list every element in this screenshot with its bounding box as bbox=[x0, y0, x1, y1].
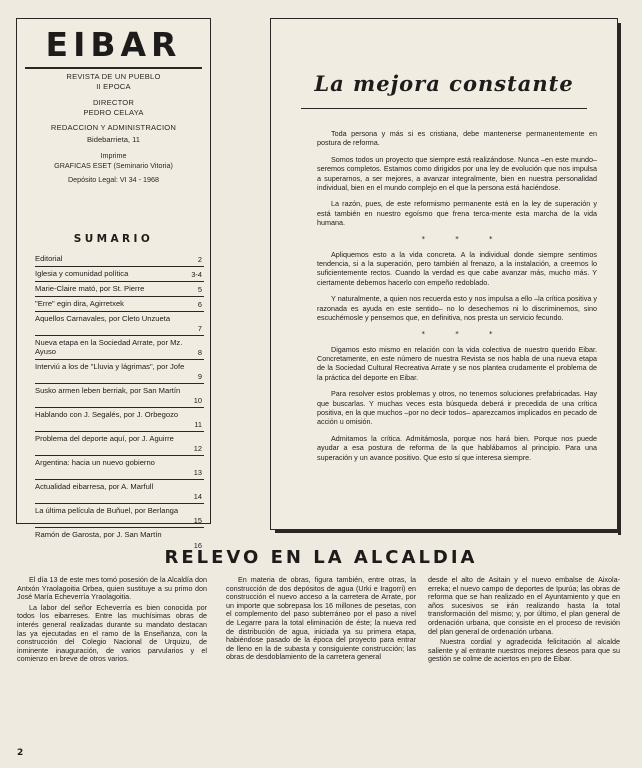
editorial-title: La mejora constante bbox=[314, 71, 574, 96]
toc-item-text: Aquellos Carnavales, por Cleto Unzueta bbox=[35, 314, 171, 323]
toc-item-page: 13 bbox=[193, 467, 202, 477]
toc-item-text: Actualidad eibarresa, por A. Marfull bbox=[35, 482, 154, 491]
toc-item-page: 2 bbox=[197, 254, 202, 264]
section-separator: * * * bbox=[421, 234, 507, 243]
sumario-title: SUMARIO bbox=[73, 233, 154, 245]
toc-item-text: Argentina: hacia un nuevo gobierno bbox=[35, 458, 155, 467]
masthead-box bbox=[16, 18, 211, 550]
editorial-box bbox=[270, 18, 618, 530]
director-name: PEDRO CELAYA bbox=[83, 108, 144, 117]
relevo-title: RELEVO EN LA ALCALDIA bbox=[164, 547, 478, 568]
toc-item-page: 9 bbox=[197, 371, 202, 381]
editorial-paragraph: Toda persona y más si es cristiana, debe mantenerse permanentemente en postura de reforma. bbox=[317, 129, 597, 148]
toc-item bbox=[35, 480, 204, 504]
printer-name: GRAFICAS ESET (Seminario Vitoria) bbox=[54, 161, 173, 170]
toc-item-text: Problema del deporte aquí, por J. Aguirre bbox=[35, 434, 174, 443]
page-number: 2 bbox=[17, 748, 24, 758]
toc-item bbox=[35, 267, 204, 282]
masthead-title: EIBAR bbox=[45, 25, 182, 64]
admin-label: REDACCION Y ADMINISTRACION bbox=[50, 123, 177, 132]
editorial-paragraph: Para resolver estos problemas y otros, no tenemos soluciones prefabricadas. Hay que buscarlas. Y muchas veces esta búsqueda deberá ir precedida de una crítica positiva, en la que muchos –por no decir todos– aparezcamos implicados en pecado de acción u omisión. bbox=[317, 389, 597, 427]
toc-item bbox=[35, 384, 204, 408]
editorial-paragraph: Y naturalmente, a quien nos recuerda esto y nos impulsa a ello –la crítica positiva y razonada es ayuda en este sentido– no lo desechemos ni lo discriminemos, sino escuchémosle y pensemos que, en definitiva, nos presta un servicio fecundo. bbox=[317, 294, 597, 323]
toc-item-page: 3-4 bbox=[191, 269, 202, 279]
toc-item bbox=[35, 252, 204, 267]
toc-item-page: 8 bbox=[197, 347, 202, 357]
toc-item-text: "Erre" egin dira, Agirretxek bbox=[35, 299, 124, 308]
toc-item-text: La última película de Buñuel, por Berlanga bbox=[35, 506, 179, 515]
masthead-epoch: II EPOCA bbox=[96, 82, 131, 91]
toc-item-text: Nueva etapa en la Sociedad Arrate, por Mz. Ayuso bbox=[35, 338, 183, 357]
toc-item-page: 11 bbox=[194, 419, 202, 429]
toc-item-page: 14 bbox=[193, 491, 202, 501]
editorial-paragraph: Admitamos la crítica. Admitámosla, porque nos hará bien. Porque nos puede ayudar a esa postura de reforma de la que hablábamos al principio. Para una superación y un avance positivo. Que esto sí que interesa siempre. bbox=[317, 433, 597, 462]
toc-item-page: 7 bbox=[197, 323, 202, 333]
toc-item-page: 6 bbox=[197, 299, 202, 309]
imprime-label: Imprime bbox=[100, 151, 127, 160]
toc-item bbox=[35, 504, 204, 528]
relevo-column-3 bbox=[428, 576, 620, 666]
toc-item bbox=[35, 282, 204, 297]
toc-item bbox=[35, 336, 204, 360]
deposito-legal: Depósito Legal: VI 34 - 1968 bbox=[67, 175, 160, 184]
box-shadow-right bbox=[618, 23, 621, 535]
relevo-paragraph: Nuestra cordial y agradecida felicitación al alcalde saliente y al entrante nuestros mejores deseos para que su gestión se colme de aciertos en pro de Eibar. bbox=[428, 637, 620, 664]
relevo-paragraph: El día 13 de este mes tomó posesión de la Alcaldía don Antxón Yraolagoitia Orbea, quien sustituye a su primo don José María Echeverría Yraolagoitia. bbox=[17, 575, 207, 602]
toc-item bbox=[35, 297, 204, 312]
sumario-list bbox=[35, 252, 204, 552]
editorial-paragraph: Somos todos un proyecto que siempre está realizándose. Nunca –en este mundo– seremos completos. Estamos como dirigidos por una ley de evolución que nos impulsa a superarnos, a ser mejores, a avanzar integralmente, bien en nuestra personalidad individual, bien en el mundo complejo en el que la persona está haciéndose. bbox=[317, 154, 597, 193]
box-shadow-bottom bbox=[275, 530, 621, 533]
toc-item-page: 16 bbox=[193, 540, 202, 550]
relevo-column-2 bbox=[226, 576, 416, 664]
toc-item-page: 5 bbox=[197, 284, 202, 294]
toc-item-text: Susko armen leben berriak, por San Martín bbox=[35, 386, 181, 395]
toc-item bbox=[35, 432, 204, 456]
toc-item-page: 15 bbox=[193, 515, 202, 525]
toc-item-text: Hablando con J. Segalés, por J. Orbegozo bbox=[35, 410, 179, 419]
toc-item bbox=[35, 312, 204, 336]
toc-item-text: Marie-Claire mató, por St. Pierre bbox=[35, 284, 145, 293]
toc-item bbox=[35, 408, 204, 432]
editorial-paragraph: La razón, pues, de este reformismo permanente está en la ley de superación y está también en nuestro egoísmo que frena terca-mente esta marcha de la vida humana. bbox=[317, 199, 597, 228]
admin-address: Bidebarrieta, 11 bbox=[86, 135, 141, 144]
toc-item-text: Ramón de Garosta, por J. San Martín bbox=[35, 530, 162, 539]
relevo-column-1 bbox=[17, 576, 207, 666]
toc-item-text: Editorial bbox=[35, 254, 63, 263]
toc-item bbox=[35, 360, 204, 384]
masthead-subtitle: REVISTA DE UN PUEBLO bbox=[66, 72, 161, 81]
masthead-rule bbox=[25, 67, 202, 69]
relevo-paragraph: En materia de obras, figura también, entre otras, la construcción de dos depósitos de agua (Urki e Iragorri) en construcción el nuevo acceso a la carretera de Arrate, por un importe que sobrepasa los 16 millones de pesetas, con el complemento del paso subterráneo por el paso a nivel de Legarre para la total eliminación de éste; la nueva red de distribución de agua, iniciada ya su primera etapa, habiéndose pasado de la época del proyecto para entrar de lleno en la de subasta y consiguiente construcción; las obras de desdoblamiento de la carretera general bbox=[226, 575, 416, 662]
toc-item bbox=[35, 456, 204, 480]
relevo-paragraph: La labor del señor Echeverría es bien conocida por todos los eibarreses. Entre las muchísimas obras de interés general realizadas durante su mandato destacan las ya ejecutadas en el ramo de la Enseñanza, con la construcción del Colegio Nacional de Urquizu, de inminente inauguración, de varios parvularios y el comienzo en breve de otros varios. bbox=[17, 602, 207, 664]
director-label: DIRECTOR bbox=[92, 98, 135, 107]
toc-item-page: 10 bbox=[193, 395, 202, 405]
toc-item-text: Interviú a los de "Lluvia y lágrimas", por Jofe bbox=[35, 362, 185, 371]
editorial-body bbox=[317, 129, 597, 469]
editorial-paragraph: Digamos esto mismo en relación con la vida colectiva de nuestro querido Eibar. Concretamente, en este número de nuestra Revista se nos habla de una nueva etapa de la Sociedad Cultural Recreativa Arrate y se nos plantea crudamente el problema de la práctica del deporte en Eibar. bbox=[317, 344, 597, 382]
editorial-paragraph: Apliquemos esto a la vida concreta. A la individual donde siempre sentimos tendencia, si a la superación, pero también al frenazo, a la instalación, a creernos lo suficientemente rectos. Cuando la verdad es que cabe avanzar más, mucho más. Y ciertamente debemos hacerlo con empeño redoblado. bbox=[317, 249, 597, 287]
toc-item-text: Iglesia y comunidad política bbox=[35, 269, 129, 278]
relevo-paragraph: desde el alto de Asitain y el nuevo embalse de Aixola-erreka; el nuevo campo de deportes de Ipurúa; las obras de reforma que se han realizado en el Ayuntamiento y que en años sucesivos se irán realizando hasta la total transformación del mismo; y, por último, el plan general de ordenación urbana, que consiste en el proceso de revisión del plan general de ordenación urbana. bbox=[428, 575, 620, 636]
editorial-rule bbox=[301, 108, 587, 109]
toc-item-page: 12 bbox=[193, 443, 202, 453]
section-separator: * * * bbox=[421, 329, 507, 338]
